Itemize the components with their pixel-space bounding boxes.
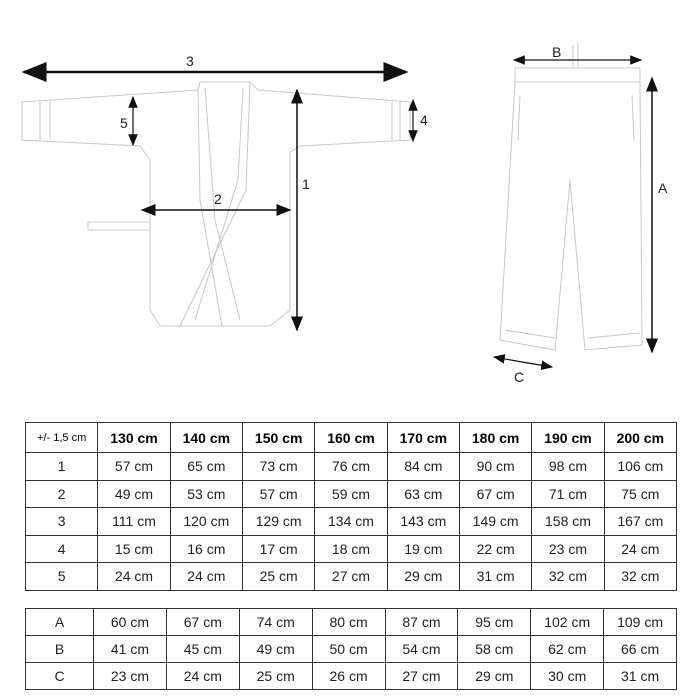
table-cell: 65 cm bbox=[170, 453, 242, 481]
table-cell: 26 cm bbox=[312, 663, 385, 690]
table-cell: 66 cm bbox=[604, 636, 677, 663]
tolerance-header: +/- 1,5 cm bbox=[26, 423, 98, 453]
pants-size-table bbox=[25, 608, 677, 690]
row-label: A bbox=[26, 609, 94, 636]
table-cell: 59 cm bbox=[315, 480, 387, 508]
table-cell: 31 cm bbox=[459, 563, 531, 591]
table-cell: 74 cm bbox=[239, 609, 312, 636]
size-header: 150 cm bbox=[242, 423, 314, 453]
table-cell: 129 cm bbox=[242, 508, 314, 536]
table-cell: 24 cm bbox=[98, 563, 170, 591]
table-cell: 49 cm bbox=[98, 480, 170, 508]
size-header: 200 cm bbox=[604, 423, 676, 453]
table-cell: 63 cm bbox=[387, 480, 459, 508]
label-jacket-width: 3 bbox=[186, 53, 194, 69]
table-cell: 19 cm bbox=[387, 535, 459, 563]
table-cell: 24 cm bbox=[604, 535, 676, 563]
table-row bbox=[26, 508, 677, 536]
table-row bbox=[26, 636, 677, 663]
table-row bbox=[26, 480, 677, 508]
table-cell: 17 cm bbox=[242, 535, 314, 563]
table-cell: 29 cm bbox=[458, 663, 531, 690]
table-cell: 57 cm bbox=[98, 453, 170, 481]
row-label: 1 bbox=[26, 453, 98, 481]
size-header: 140 cm bbox=[170, 423, 242, 453]
table-cell: 73 cm bbox=[242, 453, 314, 481]
table-cell: 15 cm bbox=[98, 535, 170, 563]
table-cell: 62 cm bbox=[531, 636, 604, 663]
table-cell: 23 cm bbox=[94, 663, 167, 690]
table-cell: 60 cm bbox=[94, 609, 167, 636]
pants-drawing bbox=[500, 42, 642, 350]
table-cell: 57 cm bbox=[242, 480, 314, 508]
table-cell: 50 cm bbox=[312, 636, 385, 663]
table-cell: 95 cm bbox=[458, 609, 531, 636]
table-cell: 71 cm bbox=[532, 480, 604, 508]
table-cell: 22 cm bbox=[459, 535, 531, 563]
table-cell: 67 cm bbox=[166, 609, 239, 636]
table-cell: 27 cm bbox=[385, 663, 458, 690]
table-row bbox=[26, 453, 677, 481]
table-cell: 49 cm bbox=[239, 636, 312, 663]
table-cell: 29 cm bbox=[387, 563, 459, 591]
table-cell: 98 cm bbox=[532, 453, 604, 481]
table-cell: 32 cm bbox=[532, 563, 604, 591]
row-label: 2 bbox=[26, 480, 98, 508]
table-row bbox=[26, 609, 677, 636]
table-cell: 31 cm bbox=[604, 663, 677, 690]
label-pants-length: A bbox=[658, 180, 668, 196]
table-cell: 76 cm bbox=[315, 453, 387, 481]
size-header: 170 cm bbox=[387, 423, 459, 453]
table-cell: 106 cm bbox=[604, 453, 676, 481]
row-label: 5 bbox=[26, 563, 98, 591]
table-cell: 75 cm bbox=[604, 480, 676, 508]
table-cell: 120 cm bbox=[170, 508, 242, 536]
table-cell: 80 cm bbox=[312, 609, 385, 636]
label-cuff-width: 4 bbox=[420, 112, 428, 128]
row-label: 4 bbox=[26, 535, 98, 563]
label-leg-opening: C bbox=[514, 369, 525, 385]
table-cell: 58 cm bbox=[458, 636, 531, 663]
row-label: B bbox=[26, 636, 94, 663]
jacket-size-table bbox=[25, 422, 677, 591]
table-cell: 24 cm bbox=[170, 563, 242, 591]
table-cell: 27 cm bbox=[315, 563, 387, 591]
table-cell: 45 cm bbox=[166, 636, 239, 663]
label-sleeve-cuff: 5 bbox=[120, 115, 128, 131]
label-waist: B bbox=[552, 44, 562, 60]
table-cell: 30 cm bbox=[531, 663, 604, 690]
row-label: C bbox=[26, 663, 94, 690]
table-cell: 111 cm bbox=[98, 508, 170, 536]
table-cell: 32 cm bbox=[604, 563, 676, 591]
size-header: 180 cm bbox=[459, 423, 531, 453]
size-header: 160 cm bbox=[315, 423, 387, 453]
table-cell: 143 cm bbox=[387, 508, 459, 536]
table-cell: 67 cm bbox=[459, 480, 531, 508]
table-cell: 167 cm bbox=[604, 508, 676, 536]
table-cell: 90 cm bbox=[459, 453, 531, 481]
table-cell: 102 cm bbox=[531, 609, 604, 636]
table-cell: 84 cm bbox=[387, 453, 459, 481]
label-jacket-length: 1 bbox=[302, 176, 310, 192]
table-cell: 25 cm bbox=[242, 563, 314, 591]
table-cell: 25 cm bbox=[239, 663, 312, 690]
size-header: 130 cm bbox=[98, 423, 170, 453]
table-cell: 134 cm bbox=[315, 508, 387, 536]
table-cell: 41 cm bbox=[94, 636, 167, 663]
table-cell: 109 cm bbox=[604, 609, 677, 636]
table-cell: 53 cm bbox=[170, 480, 242, 508]
size-header: 190 cm bbox=[532, 423, 604, 453]
label-chest: 2 bbox=[214, 191, 222, 207]
table-cell: 23 cm bbox=[532, 535, 604, 563]
table-cell: 24 cm bbox=[166, 663, 239, 690]
table-cell: 158 cm bbox=[532, 508, 604, 536]
table-cell: 149 cm bbox=[459, 508, 531, 536]
table-row bbox=[26, 563, 677, 591]
table-cell: 54 cm bbox=[385, 636, 458, 663]
table-row bbox=[26, 535, 677, 563]
table-cell: 18 cm bbox=[315, 535, 387, 563]
table-cell: 87 cm bbox=[385, 609, 458, 636]
row-label: 3 bbox=[26, 508, 98, 536]
table-cell: 16 cm bbox=[170, 535, 242, 563]
table-row bbox=[26, 663, 677, 690]
